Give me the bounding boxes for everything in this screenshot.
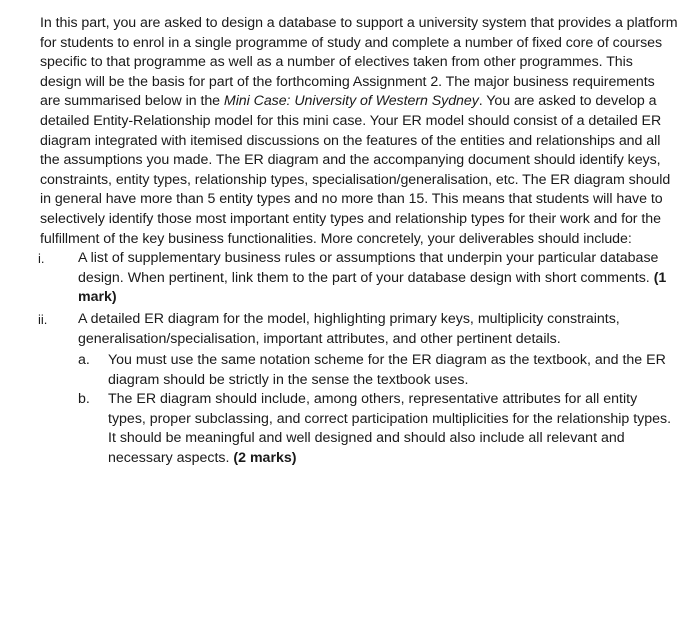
mini-case-title: Mini Case: University of Western Sydney: [223, 93, 479, 110]
sub-list-marker: b.: [78, 391, 90, 408]
sub-list-marker: a.: [78, 352, 90, 369]
marks-label: (1 mark): [78, 269, 667, 306]
deliverable-text: A detailed ER diagram for the model, highlighting primary keys, multiplicity constraints, generalisation/specialisation, important attributes, and other pertinent details.: [78, 310, 620, 347]
deliverable-sublist: [78, 351, 678, 469]
deliverable-text: A list of supplementary business rules or assumptions that underpin your particular database design. When pertinent, link them to the part of your database design with short comments.: [78, 250, 659, 286]
intro-paragraph: [40, 14, 678, 249]
sub-item-b: [78, 390, 678, 468]
deliverables-list: [40, 249, 678, 469]
sub-item-text: The ER diagram should include, among others, representative attributes for all entity types, proper subclassing, and correct participation multiplicities for the relationship types. It should be meaningful and well designed and should also include all relevant and necessary aspects.: [108, 391, 672, 467]
intro-text-part2: . You are asked to develop a detailed Entity-Relationship model for this mini case. Your ER model should consist of a detailed ER diagram integrated with itemised discussions on the features of the entities and relationships and all the assumptions you made. The ER diagram and the accompanying document should identify keys, constraints, entity types, relationship types, specialisation/generalisation, etc. The ER diagram should in general have more than 5 entity types and no more than 15. This means that students will have to selectively identify those most important entity types and relationship types for their work and for the fulfillment of the key business functionalities. More concretely, your deliverables should include:: [40, 93, 671, 247]
deliverable-item-1: [40, 249, 678, 308]
deliverable-item-2: [40, 310, 678, 469]
sub-item-a: [78, 351, 678, 390]
list-marker: ii.: [38, 311, 48, 327]
intro-text-part1: In this part, you are asked to design a database to support a university system that provides a platform for students to enrol in a single programme of study and complete a number of fixed core of courses specific to that programme as well as a number of electives taken from other programmes. This design will be the basis for part of the forthcoming Assignment 2. The major business requirements are summarised below in the: [40, 15, 678, 110]
marks-label: (2 marks): [233, 450, 297, 467]
list-marker: i.: [38, 251, 45, 267]
sub-item-text: You must use the same notation scheme for the ER diagram as the textbook, and the ER diagram should be strictly in the sense the textbook uses.: [108, 352, 666, 388]
